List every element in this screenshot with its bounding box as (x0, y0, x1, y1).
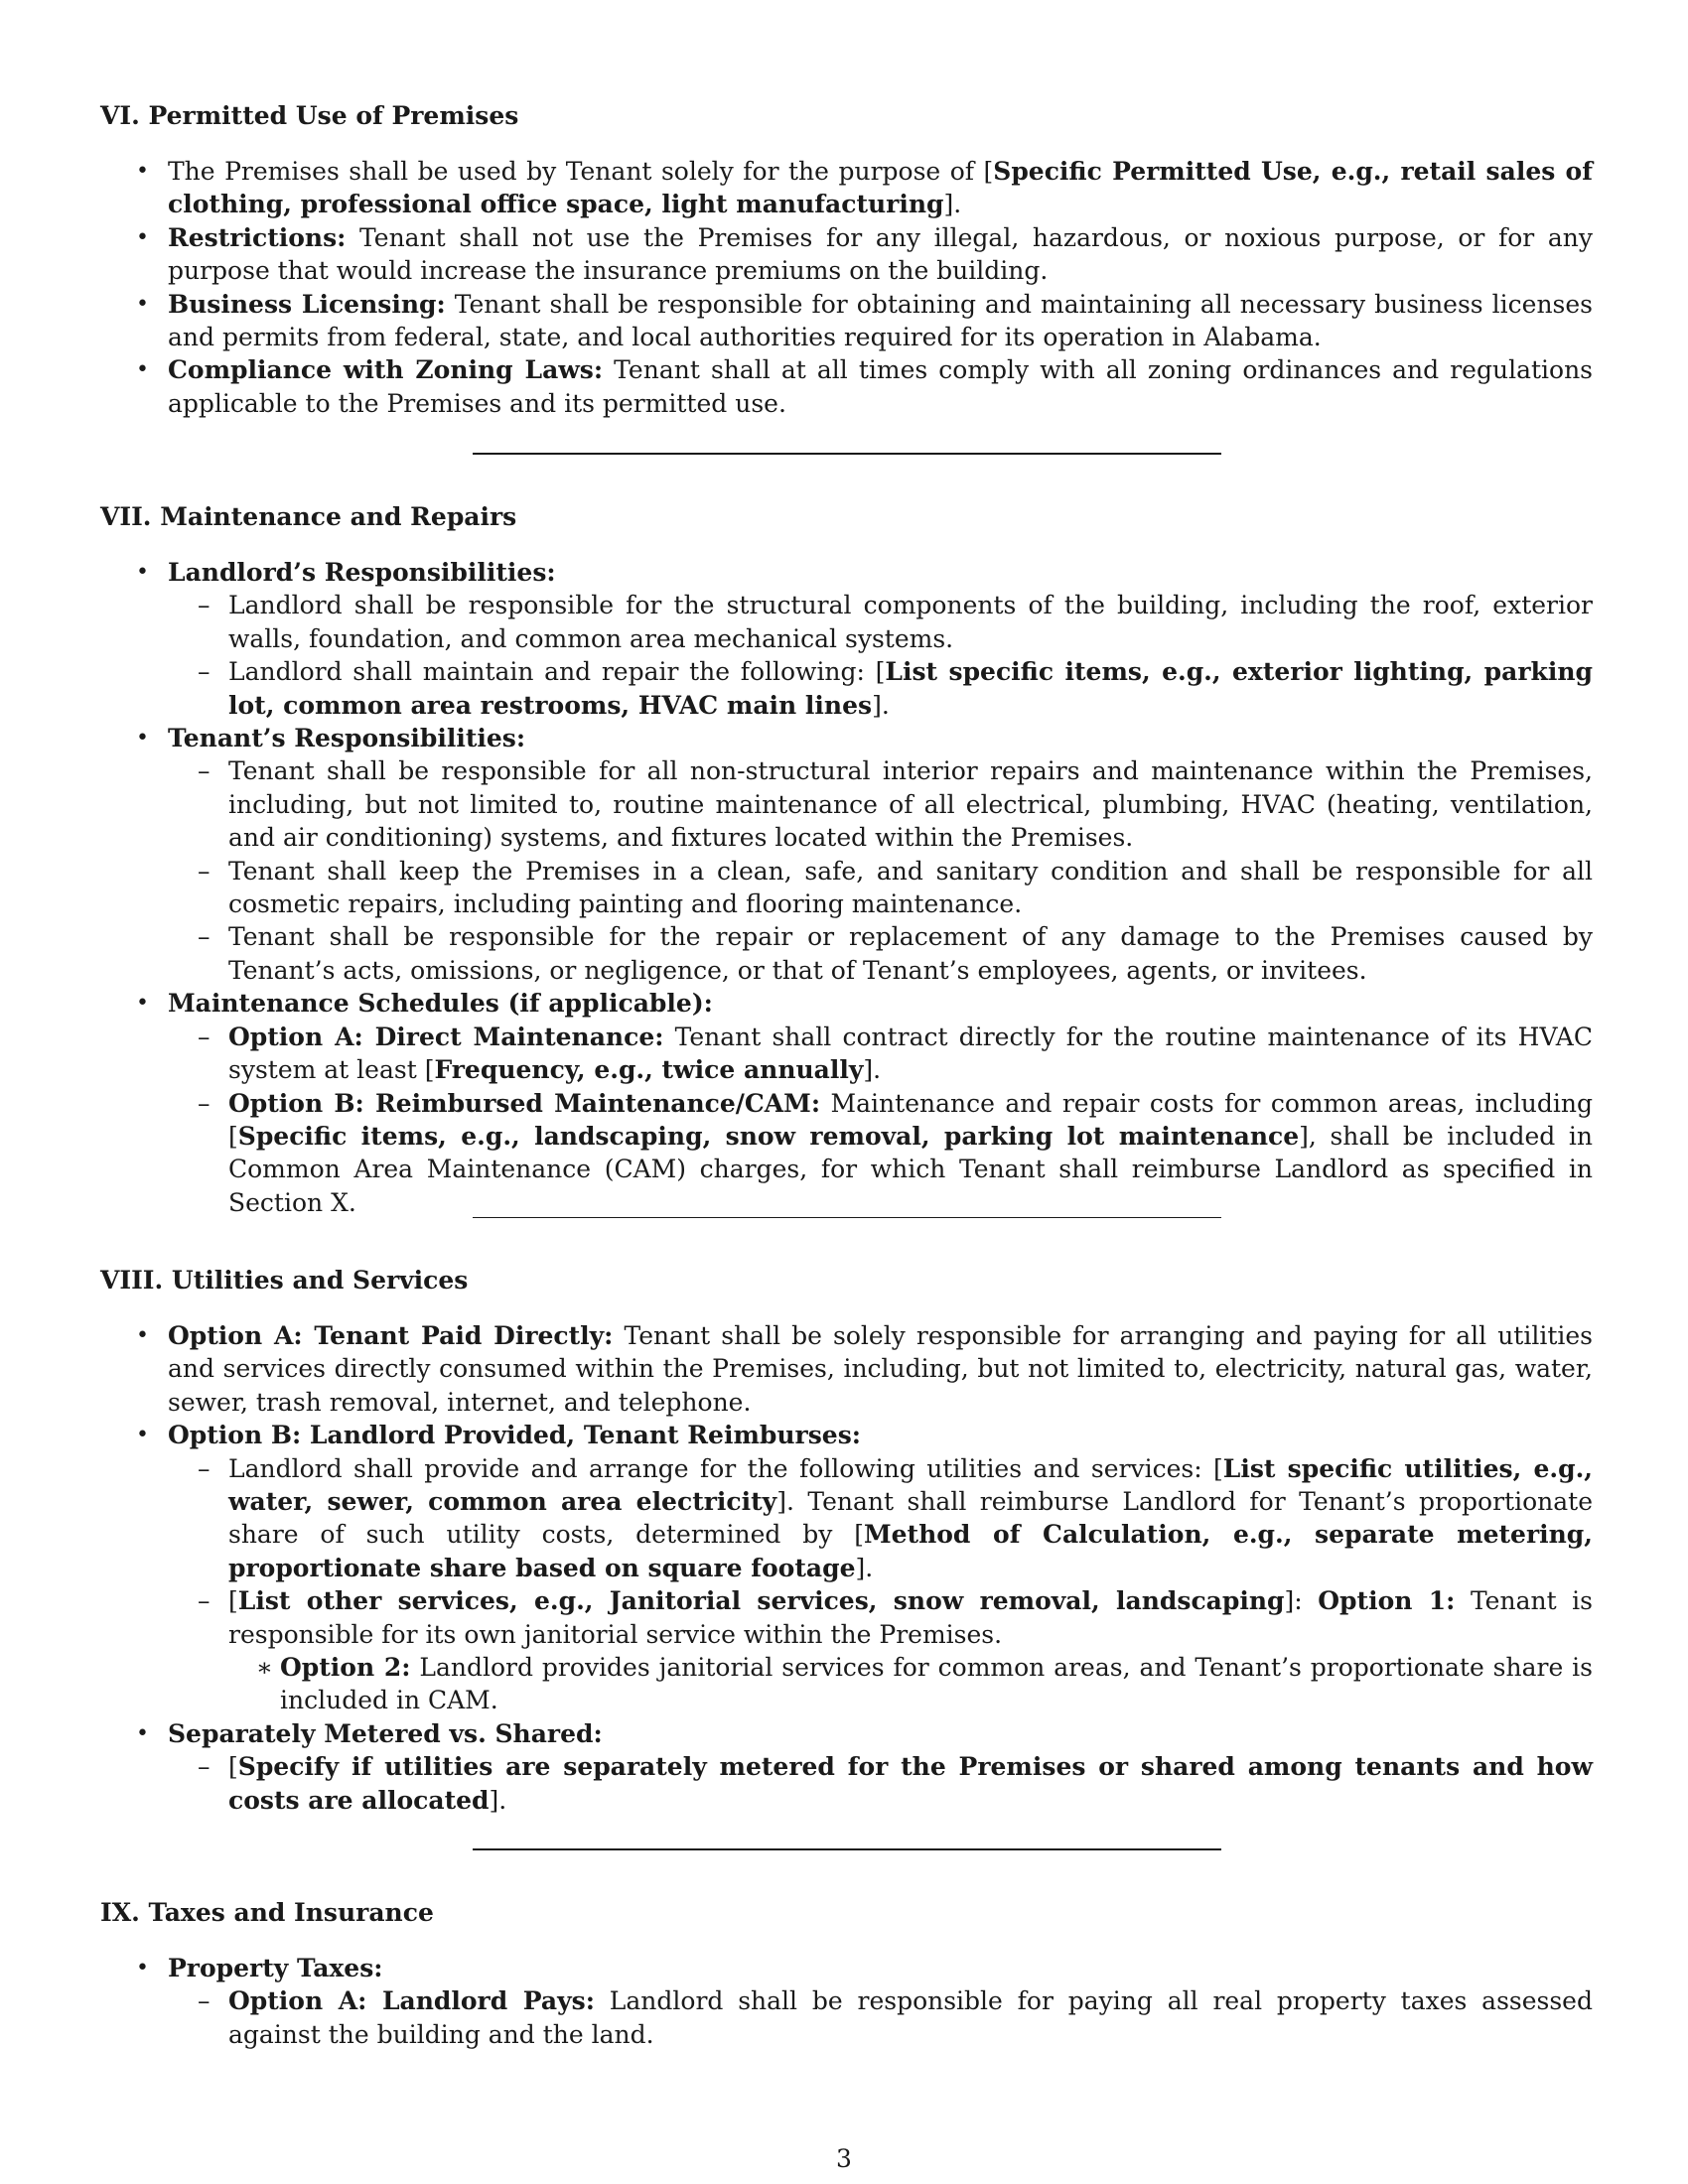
placeholder-text: Method of Calculation, e.g., separate metering, proportionate share based on square footage (228, 1520, 1593, 1582)
list-item (100, 1717, 1593, 1817)
list-item (100, 987, 1593, 1219)
item-text: Tenant shall be responsible for obtaining and maintaining all necessary business licenses and permits from federal, state, and local authorities required for its operation in Alabama. (168, 289, 1593, 352)
item-text: The Premises shall be used by Tenant solely for the purpose of [ (168, 157, 994, 186)
sub-list (168, 754, 1593, 987)
placeholder-text: Specific items, e.g., landscaping, snow removal, parking lot maintenance (237, 1121, 1300, 1151)
item-text: ]. (872, 690, 890, 720)
item-text: Landlord provides janitorial services for common areas, and Tenant’s proportionate share is included in CAM. (280, 1653, 1593, 1715)
section-title: VI. Permitted Use of Premises (100, 101, 519, 130)
sub-list-item (168, 1087, 1593, 1220)
section-divider (473, 453, 1221, 455)
sub-list-item (168, 589, 1593, 655)
item-text: Tenant shall not use the Premises for any illegal, hazardous, or noxious purpose, or for any purpose that would increase the insurance premiums on the building. (168, 222, 1593, 286)
item-text: Landlord shall maintain and repair the following: [ (228, 657, 886, 687)
bullet-list (100, 1319, 1593, 1817)
item-lead: Option 1: (1318, 1586, 1456, 1616)
item-text: Tenant shall keep the Premises in a clean, safe, and sanitary condition and shall be responsible for all cosmetic repairs, including painting and flooring maintenance. (228, 856, 1593, 919)
item-lead: Option A: Landlord Pays: (228, 1986, 595, 2016)
sub-list (168, 1750, 1593, 1817)
list-item (100, 1419, 1593, 1717)
item-text: ]. (943, 190, 962, 219)
placeholder-text: Specific Permitted Use, e.g., retail sales of clothing, professional office space, light manufacturing (168, 157, 1593, 219)
placeholder-text: Specify if utilities are separately metered for the Premises or shared among tenants and how costs are allocated (228, 1752, 1593, 1815)
item-text: Landlord shall provide and arrange for the following utilities and services: [ (228, 1453, 1223, 1483)
section-maintenance (100, 500, 1593, 1219)
item-lead: Option A: Direct Maintenance: (228, 1022, 664, 1051)
item-text: Tenant shall be solely responsible for arranging and paying for all utilities and services directly consumed within the Premises, including, but not limited to, electricity, natural gas, water, sewer, trash removal, internet, and telephone. (168, 1321, 1593, 1417)
item-lead: Compliance with Zoning Laws: (168, 355, 604, 385)
list-item (100, 556, 1593, 722)
section-permitted-use (100, 99, 1593, 420)
item-text: Maintenance and repair costs for common areas, including [ (228, 1088, 1593, 1151)
item-text: ], shall be included in Common Area Maintenance (CAM) charges, for which Tenant shall reimburse Landlord as specified in Section X. (228, 1121, 1593, 1217)
sub-list (168, 1984, 1593, 2051)
item-text: Tenant is responsible for its own janitorial service within the Premises. (228, 1586, 1594, 1649)
list-item (100, 353, 1593, 420)
section-title: VIII. Utilities and Services (100, 1266, 469, 1295)
sub-list (168, 1021, 1593, 1219)
item-text: Landlord shall be responsible for paying all real property taxes assessed against the building and the land. (228, 1986, 1593, 2049)
item-lead: Property Taxes: (168, 1954, 383, 1982)
item-lead: Option A: Tenant Paid Directly: (168, 1321, 614, 1350)
item-lead: Tenant’s Responsibilities: (168, 724, 526, 753)
sub-sub-list-item (228, 1651, 1593, 1717)
list-item (100, 221, 1593, 288)
bullet-list (100, 155, 1593, 420)
item-text: ]: (1284, 1586, 1319, 1616)
item-text: [ (228, 1586, 238, 1616)
section-taxes-insurance (100, 1896, 1593, 2051)
placeholder-text: List specific utilities, e.g., water, sewer, common area electricity (228, 1453, 1593, 1517)
list-item (100, 1319, 1593, 1419)
list-item (100, 155, 1593, 221)
item-lead: Option 2: (280, 1653, 411, 1683)
item-lead: Maintenance Schedules (if applicable): (168, 989, 713, 1019)
list-item (100, 288, 1593, 354)
sub-sub-list (228, 1651, 1593, 1717)
item-text: Tenant shall be responsible for the repair or replacement of any damage to the Premises caused by Tenant’s acts, omissions, or negligence, or that of Tenant’s employees, agents, or invitees. (228, 922, 1593, 985)
placeholder-text: List other services, e.g., Janitorial services, snow removal, landscaping (237, 1586, 1285, 1616)
item-text: ]. (855, 1553, 874, 1582)
list-item (100, 1952, 1593, 2051)
sub-list-item (168, 1452, 1593, 1585)
item-lead: Landlord’s Responsibilities: (168, 558, 556, 587)
item-lead: Restrictions: (168, 222, 347, 252)
item-text: [ (228, 1752, 238, 1782)
section-utilities (100, 1264, 1593, 1817)
item-text: Tenant shall be responsible for all non-structural interior repairs and maintenance within the Premises, including, but not limited to, routine maintenance of all electrical, plumbing, HVAC (heating, ventilation, and air conditioning) systems, and fixtures located within the Premises. (228, 756, 1593, 853)
item-lead: Option B: Reimbursed Maintenance/CAM: (228, 1088, 821, 1118)
item-lead: Business Licensing: (168, 289, 446, 319)
item-text: ]. (489, 1785, 507, 1815)
item-text: ]. (863, 1055, 882, 1085)
sub-list-item (168, 1021, 1593, 1087)
item-lead: Separately Metered vs. Shared: (168, 1718, 603, 1748)
item-text: ]. Tenant shall reimburse Landlord for Tenant’s proportionate share of such utility costs, determined by [ (228, 1487, 1593, 1550)
sub-list (168, 1452, 1593, 1717)
page-number: 3 (836, 2144, 852, 2173)
item-text: Tenant shall at all times comply with all zoning ordinances and regulations applicable to the Premises and its permitted use. (168, 355, 1593, 418)
list-item (100, 722, 1593, 987)
sub-list-item (168, 1750, 1593, 1817)
sub-list-item (168, 1984, 1593, 2051)
section-divider (473, 1217, 1221, 1218)
section-title: IX. Taxes and Insurance (100, 1898, 434, 1927)
sub-list (168, 589, 1593, 722)
section-title: VII. Maintenance and Repairs (100, 502, 517, 531)
placeholder-text: List specific items, e.g., exterior lighting, parking lot, common area restrooms, HVAC main lines (228, 657, 1593, 720)
sub-list-item (168, 1584, 1593, 1717)
item-lead: Option B: Landlord Provided, Tenant Reimburses: (168, 1421, 862, 1450)
sub-list-item (168, 920, 1593, 987)
item-text: Landlord shall be responsible for the structural components of the building, including the roof, exterior walls, foundation, and common area mechanical systems. (228, 591, 1593, 653)
bullet-list (100, 1952, 1593, 2051)
sub-list-item (168, 754, 1593, 854)
item-text: Tenant shall contract directly for the routine maintenance of its HVAC system at least [ (228, 1022, 1593, 1085)
sub-list-item (168, 855, 1593, 921)
placeholder-text: Frequency, e.g., twice annually (434, 1055, 864, 1085)
sub-list-item (168, 655, 1593, 722)
section-divider (473, 1848, 1221, 1850)
bullet-list (100, 556, 1593, 1219)
